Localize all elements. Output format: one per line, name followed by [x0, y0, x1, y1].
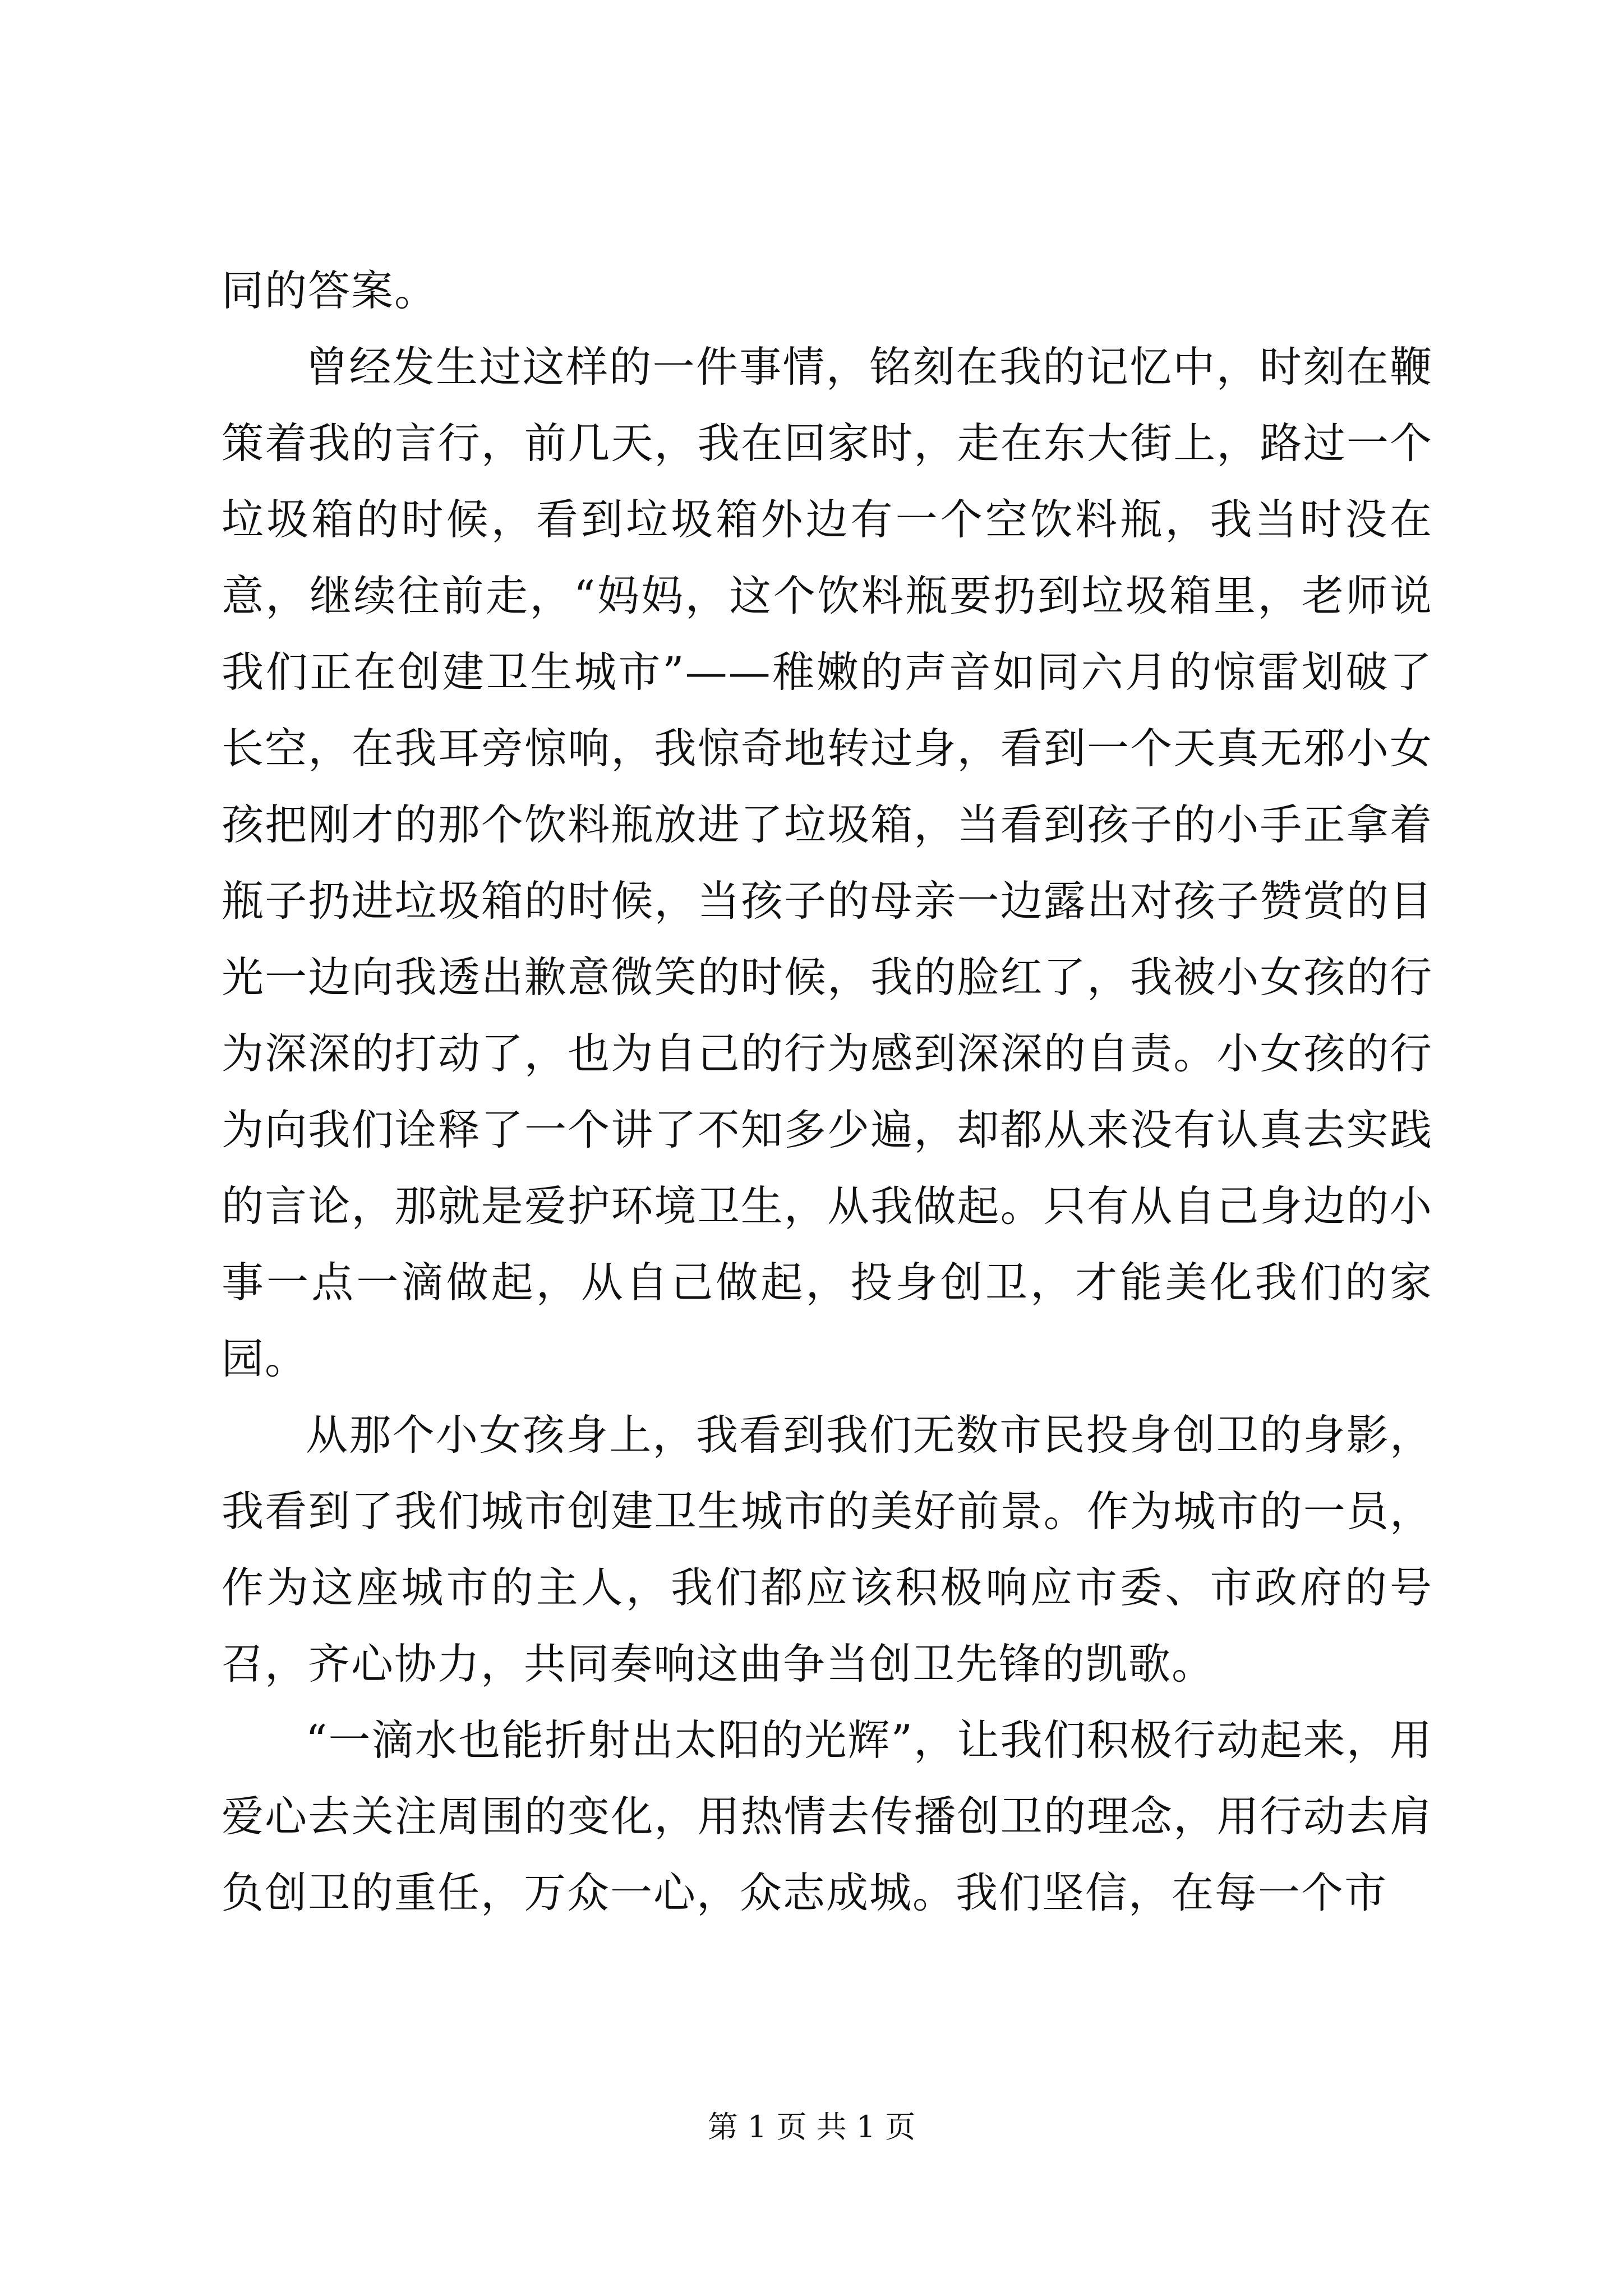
paragraph-1: 同的答案。 — [222, 266, 438, 315]
paragraph-3: 从那个小女孩身上，我看到我们无数市民投身创卫的身影，我看到了我们城市创建卫生城市的美好前景。作为城市的一员，作为这座城市的主人，我们都应该积极响应市委、市政府的号召，齐心协力，共同奏响这曲争当创卫先锋的凯歌。 — [222, 1410, 1433, 1688]
body-text — [222, 252, 1433, 1931]
page-footer — [0, 2105, 1623, 2150]
paragraph-4: “一滴水也能折射出太阳的光辉”，让我们积极行动起来，用爱心去关注周围的变化，用热情去传播创卫的理念，用行动去肩负创卫的重任，万众一心，众志成城。我们坚信，在每一个市 — [222, 1715, 1433, 1917]
page-number-label: 第 1 页 共 1 页 — [707, 2109, 916, 2145]
paragraph-2: 曾经发生过这样的一件事情，铭刻在我的记忆中，时刻在鞭策着我的言行，前几天，我在回家时，走在东大街上，路过一个垃圾箱的时候，看到垃圾箱外边有一个空饮料瓶，我当时没在意，继续往前走，“妈妈，这个饮料瓶要扔到垃圾箱里，老师说我们正在创建卫生城市”——稚嫩的声音如同六月的惊雷划破了长空，在我耳旁惊响，我惊奇地转过身，看到一个天真无邪小女孩把刚才的那个饮料瓶放进了垃圾箱，当看到孩子的小手正拿着瓶子扔进垃圾箱的时候，当孩子的母亲一边露出对孩子赞赏的目光一边向我透出歉意微笑的时候，我的脸红了，我被小女孩的行为深深的打动了，也为自己的行为感到深深的自责。小女孩的行为向我们诠释了一个讲了不知多少遍，却都从来没有认真去实践的言论，那就是爱护环境卫生，从我做起。只有从自己身边的小事一点一滴做起，从自己做起，投身创卫，才能美化我们的家园。 — [222, 342, 1433, 1383]
